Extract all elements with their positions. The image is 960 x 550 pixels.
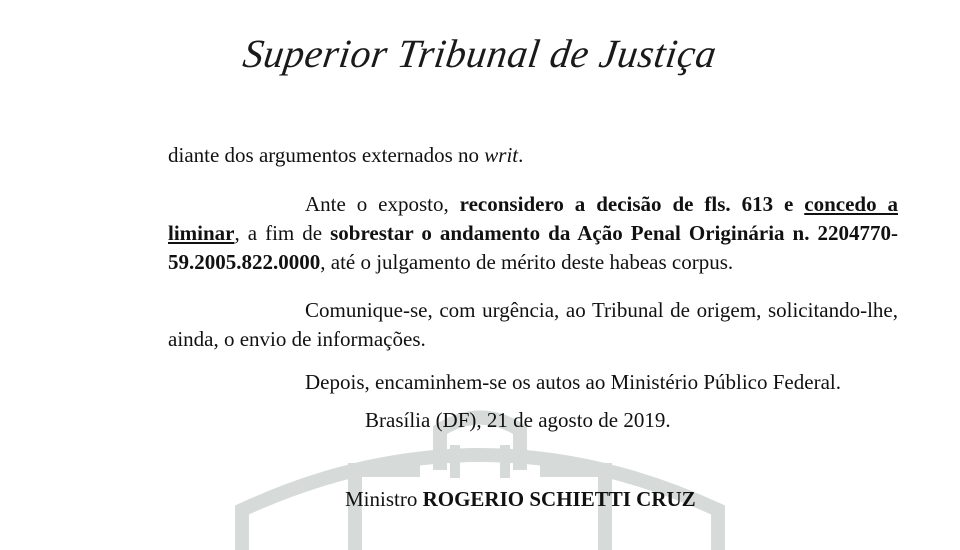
signature-name: ROGERIO SCHIETTI CRUZ — [422, 487, 696, 511]
signature-block — [168, 485, 898, 514]
decision-bold-text: reconsidero a decisão de fls. 613 e — [459, 192, 805, 216]
paragraph-text: , até o julgamento de mérito deste habeas corpus. — [320, 250, 734, 274]
paragraph-text: Ante o exposto, — [305, 192, 460, 216]
paragraph-date — [168, 406, 898, 435]
decision-underlined-text: concedo a liminar — [168, 192, 898, 245]
paragraph-text: , a fim de — [234, 221, 331, 245]
decision-bold-text: sobrestar o andamento da Ação Penal Originária n. 2204770-59.2005.822.0000 — [168, 221, 898, 274]
paragraph-forward — [168, 368, 898, 397]
paragraph-communicate — [168, 296, 898, 354]
paragraph-decision — [168, 190, 898, 277]
date-line: Brasília (DF), 21 de agosto de 2019. — [365, 408, 671, 432]
letterhead-title: Superior Tribunal de Justiça — [240, 31, 720, 76]
paragraph-text: Comunique-se, com urgência, ao Tribunal de origem, solicitando-lhe, ainda, o envio de informações. — [168, 298, 898, 351]
paragraph-text: Depois, encaminhem-se os autos ao Ministério Público Federal. — [305, 370, 841, 394]
paragraph-text: diante dos argumentos externados no — [168, 143, 485, 167]
paragraph-text: . — [518, 143, 524, 167]
paragraph-argument — [168, 141, 898, 170]
signature-title: Ministro — [345, 487, 423, 511]
writ-term: writ — [484, 143, 519, 167]
